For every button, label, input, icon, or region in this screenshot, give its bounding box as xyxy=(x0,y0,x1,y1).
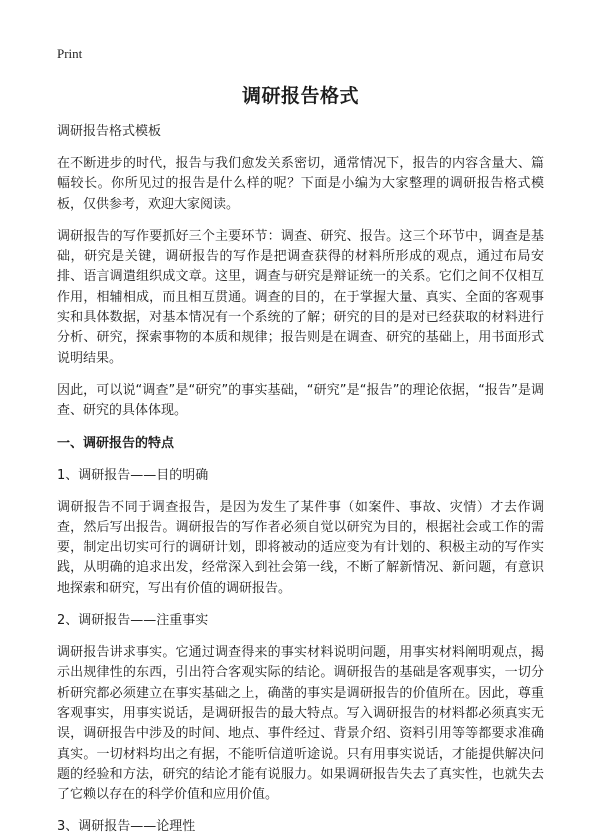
body-paragraph: 调研报告的写作要抓好三个主要环节：调查、研究、报告。这三个环节中，调查是基础，研究是关键，调研报告的写作是把调查获得的材料所形成的观点，通过布局安排、语言调遣组织成文章。这里，调查与研究是辩证统一的关系。它们之间不仅相互作用，相辅相成，而且相互贯通。调查的目的，在于掌握大量、真实、全面的客观事实和具体数据，对基本情况有一个系统的了解；研究的目的是对已经获取的材料进行分析、研究，探索事物的本质和规律；报告则是在调查、研究的基础上，用书面形式说明结果。 xyxy=(57,228,544,366)
item-heading: 1、调研报告——目的明确 xyxy=(57,467,209,483)
document-subtitle: 调研报告格式模板 xyxy=(57,124,162,139)
print-link[interactable]: Print xyxy=(57,46,83,61)
intro-paragraph: 在不断进步的时代，报告与我们愈发关系密切，通常情况下，报告的内容含量大、篇幅较长。你所见过的报告是什么样的呢？下面是小编为大家整理的调研报告格式模板，仅供参考，欢迎大家阅读。 xyxy=(57,156,544,212)
page-title: 调研报告格式 xyxy=(241,85,359,107)
body-paragraph: 因此，可以说“调查”是“研究”的事实基础，“研究”是“报告”的理论依据，“报告”是调查、研究的具体体现。 xyxy=(57,382,544,419)
item-heading: 3、调研报告——论理性 xyxy=(57,819,196,835)
section-heading: 一、调研报告的特点 xyxy=(57,435,175,451)
item-paragraph: 调研报告讲求事实。它通过调查得来的事实材料说明问题，用事实材料阐明观点，揭示出规律性的东西，引出符合客观实际的结论。调研报告的基础是客观事实，一切分析研究都必须建立在事实基础之上，确凿的事实是调研报告的价值所在。因此，尊重客观事实，用事实说话，是调研报告的最大特点。写入调研报告的材料都必须真实无误，调研报告中涉及的时间、地点、事件经过、背景介绍、资料引用等等都要求准确真实。一切材料均出之有据，不能听信道听途说。只有用事实说话，才能提供解决问题的经验和方法，研究的结论才能有说服力。如果调研报告失去了真实性，也就失去了它赖以存在的科学价值和应用价值。 xyxy=(57,645,544,803)
item-paragraph: 调研报告不同于调查报告，是因为发生了某件事（如案件、事故、灾情）才去作调查，然后写出报告。调研报告的写作者必须自觉以研究为目的，根据社会或工作的需要，制定出切实可行的调研计划，即将被动的适应变为有计划的、积极主动的写作实践，从明确的追求出发，经常深入到社会第一线，不断了解新情况、新问题，有意识地探索和研究，写出有价值的调研报告。 xyxy=(57,499,544,596)
item-heading: 2、调研报告——注重事实 xyxy=(57,613,209,629)
